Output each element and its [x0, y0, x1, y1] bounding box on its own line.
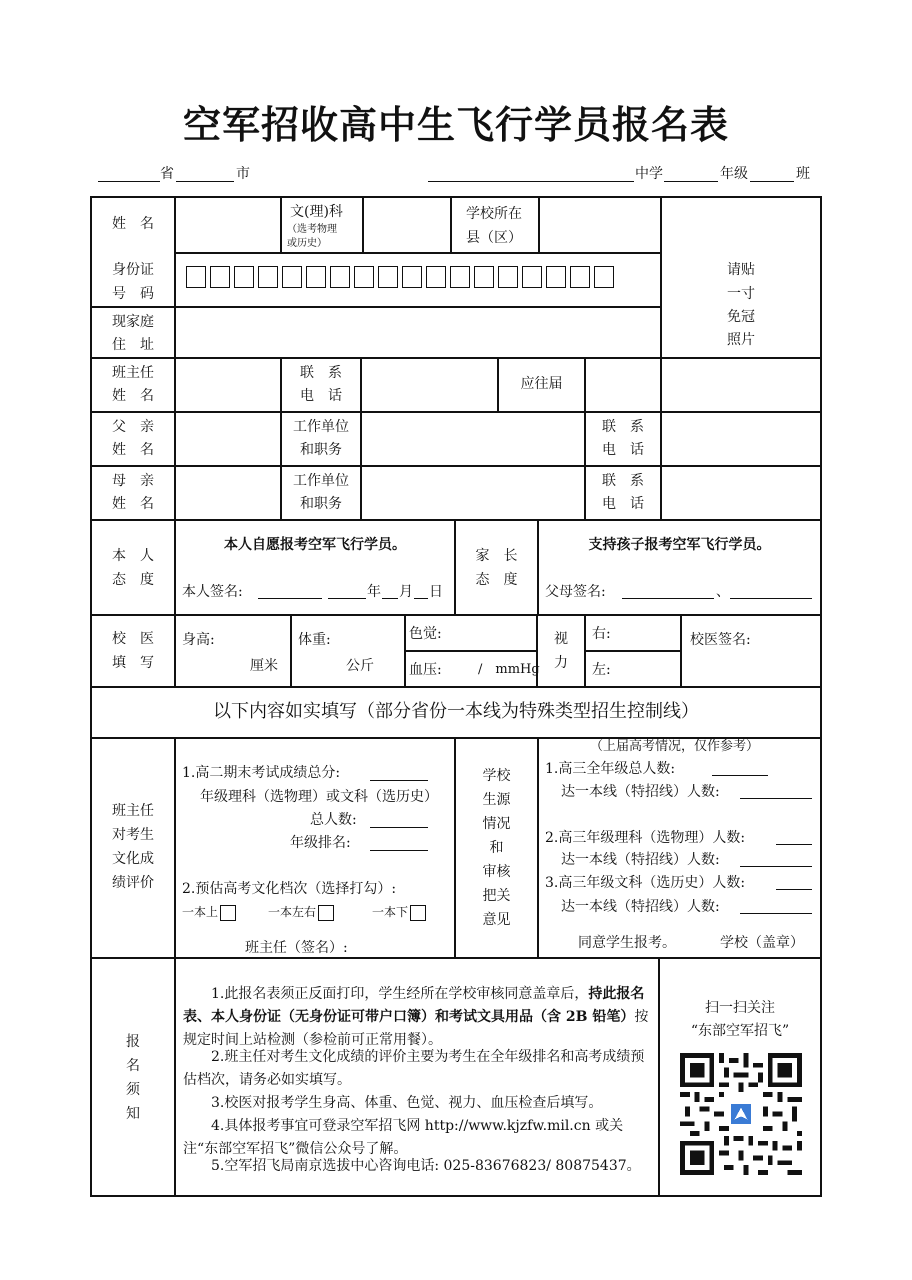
option-around-line[interactable] — [268, 900, 334, 924]
school-label: 中学 — [635, 166, 663, 182]
id-digit-box[interactable] — [570, 266, 590, 288]
grade-label: 年级 — [720, 166, 748, 182]
eval-label-2: 对考生 — [112, 827, 154, 843]
id-digit-box[interactable] — [306, 266, 326, 288]
class-label: 班 — [796, 166, 810, 182]
eval-q1: 1.高二期末考试成绩总分: — [182, 765, 341, 781]
teacher-label-1: 班主任 — [112, 365, 154, 381]
blood-pressure-label: 血压: — [409, 662, 442, 678]
father-label-1: 父 亲 — [112, 419, 154, 435]
vision-left-label: 左: — [592, 662, 611, 678]
source-label-3: 情况 — [482, 816, 511, 832]
stat-b2: 达一本线（特招线）人数: — [561, 852, 720, 868]
id-digit-box[interactable] — [282, 266, 302, 288]
note-1-a: 1.此报名表须正反面打印，学生经所在学校审核同意盖章后， — [183, 986, 589, 1002]
notes-label-3: 须 — [126, 1082, 140, 1098]
source-label-4: 和 — [489, 840, 504, 856]
id-digit-box[interactable] — [594, 266, 614, 288]
month-label: 月 — [399, 584, 413, 600]
scan-label-1: 扫一扫关注 — [705, 1000, 775, 1016]
father-work-label-1: 工作单位 — [293, 419, 349, 435]
id-digit-box[interactable] — [402, 266, 422, 288]
option-above-line[interactable] — [182, 900, 236, 924]
id-digit-box[interactable] — [186, 266, 206, 288]
year-label: 年 — [367, 584, 381, 600]
parent-statement: 支持孩子报考空军飞行学员。 — [588, 537, 771, 553]
scan-label-2: “东部空军招飞” — [690, 1023, 790, 1039]
teacher-phone-label-1: 联 系 — [300, 365, 342, 381]
option-above-line-label: 一本上 — [182, 905, 219, 919]
name-label: 姓 名 — [112, 216, 154, 232]
stat-a1: 1.高三全年级总人数: — [545, 761, 676, 777]
parent-sign-label: 父母签名: — [545, 584, 606, 600]
blood-pressure-unit: / mmHg — [478, 662, 540, 677]
agree-label: 同意学生报考。 — [578, 935, 676, 951]
father-phone-label-1: 联 系 — [602, 419, 644, 435]
eval-label-3: 文化成 — [112, 851, 154, 867]
source-label-5: 审核 — [482, 864, 511, 880]
note-5: 5.空军招飞局南京选拔中心咨询电话: 025-83676823/ 80875437。 — [183, 1158, 641, 1174]
id-label-1: 身份证 — [112, 262, 154, 278]
eval-label-4: 绩评价 — [112, 875, 154, 891]
eval-q1-rank: 年级排名: — [290, 835, 351, 851]
mother-work-label-1: 工作单位 — [293, 473, 349, 489]
photo-label-4: 照片 — [727, 332, 755, 348]
teacher-phone-label-2: 电 话 — [300, 388, 342, 404]
mother-phone-label-2: 电 话 — [602, 496, 644, 512]
id-digit-box[interactable] — [258, 266, 278, 288]
teacher-label-2: 姓 名 — [112, 388, 154, 404]
vision-label-2: 力 — [554, 655, 568, 671]
county-label-2: 县（区） — [466, 230, 522, 246]
note-2: 2.班主任对考生文化成绩的评价主要为考生在全年级排名和高考成绩预估档次，请务必如实填写。 — [183, 1049, 645, 1088]
option-around-line-label: 一本左右 — [268, 905, 317, 919]
id-digit-box[interactable] — [234, 266, 254, 288]
id-digit-box[interactable] — [378, 266, 398, 288]
height-unit: 厘米 — [250, 658, 278, 674]
self-sign-label: 本人签名: — [182, 584, 243, 600]
eval-q1-total: 总人数: — [310, 812, 357, 828]
source-label-7: 意见 — [482, 912, 511, 928]
father-phone-label-2: 电 话 — [602, 442, 644, 458]
weight-unit: 公斤 — [346, 658, 374, 674]
note-4: 4.具体报考事宜可登录空军招飞网 http://www.kjzfw.mil.cn 或关注“东部空军招飞”微信公众号了解。 — [183, 1118, 624, 1157]
notes-label-4: 知 — [126, 1106, 140, 1122]
father-work-label-2: 和职务 — [300, 442, 342, 458]
photo-label-2: 一寸 — [727, 286, 755, 302]
vision-right-label: 右: — [592, 626, 611, 642]
medical-label-1: 校 医 — [112, 631, 154, 647]
note-3: 3.校医对报考学生身高、体重、色觉、视力、血压检查后填写。 — [183, 1095, 603, 1111]
notes-label-2: 名 — [126, 1058, 140, 1074]
eval-label-1: 班主任 — [112, 803, 154, 819]
photo-label-3: 免冠 — [727, 309, 755, 325]
id-digit-box[interactable] — [546, 266, 566, 288]
note-1-c: 按规定时间上站检测（参检前可正常用餐）。 — [183, 1009, 649, 1048]
mother-work-label-2: 和职务 — [300, 496, 342, 512]
subject-note-2: 或历史） — [287, 238, 327, 249]
address-label-1: 现家庭 — [112, 314, 154, 330]
subject-label: 文(理)科 — [290, 204, 343, 220]
note-1-b: 持此报名表、本人身份证（无身份证可带户口簿）和考试文具用品（含 2B 铅笔） — [183, 986, 645, 1025]
notes-label-1: 报 — [126, 1034, 140, 1050]
id-label-2: 号 码 — [112, 286, 154, 302]
graduate-status-label: 应往届 — [520, 376, 563, 392]
truthful-fill-notice: 以下内容如实填写（部分省份一本线为特殊类型招生控制线） — [213, 701, 699, 722]
mother-phone-label-1: 联 系 — [602, 473, 644, 489]
teacher-sign-label: 班主任（签名）: — [245, 940, 348, 956]
option-below-line-checkbox[interactable] — [410, 905, 426, 921]
attitude-label-1: 本 人 — [112, 548, 154, 564]
source-label-6: 把关 — [482, 888, 511, 904]
address-label-2: 住 址 — [112, 337, 154, 353]
medical-label-2: 填 写 — [112, 655, 154, 671]
id-digit-box[interactable] — [450, 266, 470, 288]
option-below-line-label: 一本下 — [372, 905, 409, 919]
parent-attitude-label-2: 态 度 — [475, 572, 518, 588]
parent-attitude-label-1: 家 长 — [475, 548, 518, 564]
mother-label-1: 母 亲 — [112, 473, 154, 489]
id-digit-box[interactable] — [426, 266, 446, 288]
qr-code-icon — [680, 1053, 802, 1175]
stat-a2: 达一本线（特招线）人数: — [561, 784, 720, 800]
school-seal-label: 学校（盖章） — [720, 935, 804, 951]
option-around-line-checkbox[interactable] — [318, 905, 334, 921]
vision-label-1: 视 — [554, 631, 568, 647]
stat-b1: 2.高三年级理科（选物理）人数: — [545, 830, 746, 846]
id-number-boxes[interactable] — [186, 266, 614, 288]
id-digit-box[interactable] — [210, 266, 230, 288]
county-label-1: 学校所在 — [466, 206, 522, 222]
city-label: 市 — [236, 166, 250, 182]
reference-note: （上届高考情况，仅作参考） — [590, 739, 760, 754]
father-label-2: 姓 名 — [112, 442, 154, 458]
parent-sign-separator: 、 — [716, 584, 730, 600]
id-digit-box[interactable] — [354, 266, 374, 288]
option-below-line[interactable] — [372, 900, 426, 924]
id-digit-box[interactable] — [522, 266, 542, 288]
id-digit-box[interactable] — [498, 266, 518, 288]
self-statement: 本人自愿报考空军飞行学员。 — [224, 537, 406, 553]
color-vision-label: 色觉: — [409, 626, 442, 642]
eval-q2: 2.预估高考文化档次（选择打勾）: — [182, 881, 397, 897]
mother-label-2: 姓 名 — [112, 496, 154, 512]
stat-c1: 3.高三年级文科（选历史）人数: — [545, 875, 746, 891]
id-digit-box[interactable] — [330, 266, 350, 288]
attitude-label-2: 态 度 — [112, 572, 154, 588]
source-label-2: 生源 — [482, 792, 511, 808]
day-label: 日 — [429, 584, 443, 600]
id-digit-box[interactable] — [474, 266, 494, 288]
stat-c2: 达一本线（特招线）人数: — [561, 899, 720, 915]
source-label-1: 学校 — [482, 768, 511, 784]
height-label: 身高: — [182, 632, 215, 648]
doctor-sign-label: 校医签名: — [690, 632, 751, 648]
photo-label-1: 请贴 — [727, 262, 755, 278]
subject-note-1: （选考物理 — [287, 224, 337, 235]
eval-q1-scope: 年级理科（选物理）或文科（选历史） — [200, 789, 438, 805]
note-1 — [183, 983, 653, 1052]
weight-label: 体重: — [298, 632, 331, 648]
form-title: 空军招收高中生飞行学员报名表 — [182, 103, 729, 147]
province-label: 省 — [160, 166, 174, 182]
option-above-line-checkbox[interactable] — [220, 905, 236, 921]
